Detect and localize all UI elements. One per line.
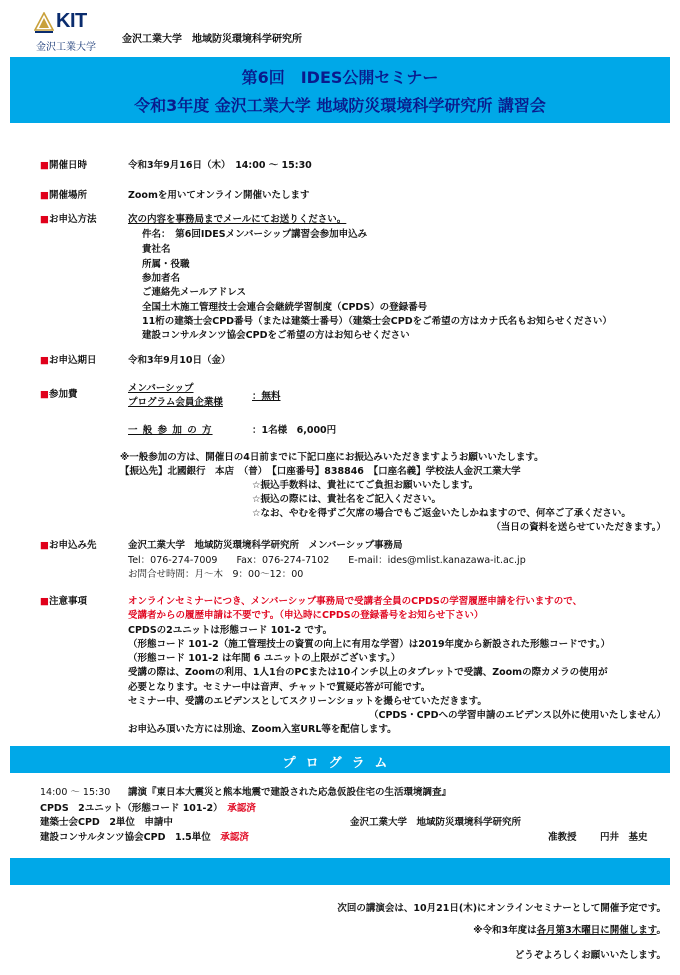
fee-note: ※一般参加の方は、開催日の4日前までに下記口座にお振込みいただきますようお願いいたします。 <box>120 452 544 463</box>
fee-general-label: 一 般 参 加 の 方 <box>128 425 213 436</box>
cpds-status: 承認済 <box>227 803 256 814</box>
notes-line: CPDSの2ユニットは形態コード 101-2 です。 <box>128 625 333 636</box>
speaker-organization: 金沢工業大学 地域防災環境科学研究所 <box>350 817 522 828</box>
notes-label: ■注意事項 <box>40 596 87 607</box>
notes-line: （形態コード 101-2（施工管理技士の資質の向上に有用な学習）は2019年度から新設された形態コードです。） <box>128 639 611 650</box>
notes-red-line: オンラインセミナーにつき、メンバーシップ事務局で受講者全員のCPDSの学習履歴申請を行いますので、 <box>128 596 583 607</box>
notes-line: （CPDS・CPDへの学習申請のエビデンス以外に使用いたしません） <box>368 710 666 721</box>
program-title: プログラム <box>282 756 398 771</box>
logo-text: KIT <box>56 10 87 32</box>
notes-line: （形態コード 101-2 は年間 6 ユニットの上限がございます。） <box>128 653 401 664</box>
application-item: 貴社名 <box>142 244 171 255</box>
program-footer-band <box>10 858 670 885</box>
title-line-2: 令和3年度 金沢工業大学 地域防災環境科学研究所 講習会 <box>134 96 546 115</box>
date-value: 令和3年9月16日（木） 14:00 〜 15:30 <box>128 160 312 171</box>
closing-text: どうぞよろしくお願いいたします。 <box>514 950 666 961</box>
speaker-name: 円井 基史 <box>600 832 648 843</box>
notes-line: 必要となります。セミナー中は音声、チャットで質疑応答が可能です。 <box>128 682 431 693</box>
organization-name: 金沢工業大学 地域防災環境科学研究所 <box>122 34 302 45</box>
notes-line: セミナー中、受講のエビデンスとしてスクリーンショットを撮らせていただきます。 <box>128 696 487 707</box>
fee-member-line-2: プログラム会員企業様 <box>128 397 223 408</box>
application-intro: 次の内容を事務局までメールにてお送りください。 <box>128 214 347 225</box>
application-item: 全国土木施工管理技士会連合会継続学習制度（CPDS）の登録番号 <box>142 302 428 313</box>
fee-note: ☆振込手数料は、貴社にてご負担お願いいたします。 <box>252 480 479 491</box>
application-item: ご連絡先メールアドレス <box>142 287 247 298</box>
contact-org: 金沢工業大学 地域防災環境科学研究所 メンバーシップ事務局 <box>128 540 403 551</box>
program-cpds: CPDS 2ユニット（形態コード 101-2） 承認済 <box>40 803 256 814</box>
fee-note: ☆なお、やむを得ずご欠席の場合でもご返金いたしかねますので、何卒ご了承ください。 <box>252 508 631 519</box>
kit-logo <box>34 10 112 56</box>
program-consultants-cpd: 建設コンサルタンツ協会CPD 1.5単位 承認済 <box>40 832 249 843</box>
application-item: 参加者名 <box>142 273 181 284</box>
application-label: ■お申込方法 <box>40 214 97 225</box>
program-banner <box>10 746 670 773</box>
notes-line: 受講の際は、Zoomの利用、1人1台のPCまたは10インチ以上のタブレットで受講、Zoomの際カメラの使用が <box>128 667 608 678</box>
notes-line: お申込み頂いた方には別途、Zoom入室URL等を配信します。 <box>128 724 397 735</box>
fee-note: ☆振込の際には、貴社名をご記入ください。 <box>252 494 442 505</box>
deadline-value: 令和3年9月10日（金） <box>128 355 231 366</box>
application-item: 件名： 第6回IDESメンバーシップ講習会参加申込み <box>142 229 368 240</box>
consultants-status: 承認済 <box>220 832 249 843</box>
fee-member-line-1: メンバーシップ <box>128 383 194 394</box>
next-lecture: 次回の講演会は、10月21日(木)にオンラインセミナーとして開催予定です。 <box>337 903 666 914</box>
speaker-title: 准教授 <box>548 832 577 843</box>
fee-note: （当日の資料を送らせていただきます。） <box>491 522 666 533</box>
application-item: 11桁の建築士会CPD番号（または建築士番号）（建築士会CPDをご希望の方はカナ氏名もお知らせください） <box>142 316 612 327</box>
fee-general-value: ：1名様 6,000円 <box>252 425 337 436</box>
venue-value: Zoomを用いてオンライン開催いたします <box>128 190 310 201</box>
logo-subtitle: 金沢工業大学 <box>36 42 96 53</box>
title-banner <box>10 57 670 123</box>
venue-label: ■開催場所 <box>40 190 87 201</box>
fee-member-value: ：無料 <box>252 391 281 402</box>
contact-label: ■お申込み先 <box>40 540 97 551</box>
schedule-note: ※令和3年度は各月第3木曜日に開催します。 <box>473 925 666 936</box>
kit-emblem-icon <box>34 12 54 34</box>
contact-phone-email: Tel：076-274-7009 Fax：076-274-7102 E-mail：ides@mlist.kanazawa-it.ac.jp <box>128 555 526 566</box>
program-time: 14:00 〜 15:30 <box>40 787 111 798</box>
application-item: 所属・役職 <box>142 259 190 270</box>
application-item: 建設コンサルタンツ協会CPDをご希望の方はお知らせください <box>142 330 410 341</box>
contact-hours: お問合せ時間：月〜木 9：00〜12：00 <box>128 569 304 580</box>
notes-red-line: 受講者からの履歴申請は不要です。（申込時にCPDSの登録番号をお知らせ下さい） <box>128 610 484 621</box>
program-kenchiku-cpd: 建築士会CPD 2単位 申請中 <box>40 817 173 828</box>
program-lecture: 講演『東日本大震災と熊本地震で建設された応急仮設住宅の生活環境調査』 <box>128 787 452 798</box>
date-label: ■開催日時 <box>40 160 87 171</box>
deadline-label: ■お申込期日 <box>40 355 97 366</box>
bank-account: 【振込先】北國銀行 本店 （普） 【口座番号】838846 【口座名義】学校法人金沢工業大学 <box>120 466 521 477</box>
title-line-1: 第6回 IDES公開セミナー <box>241 68 439 87</box>
fee-label: ■参加費 <box>40 389 78 400</box>
